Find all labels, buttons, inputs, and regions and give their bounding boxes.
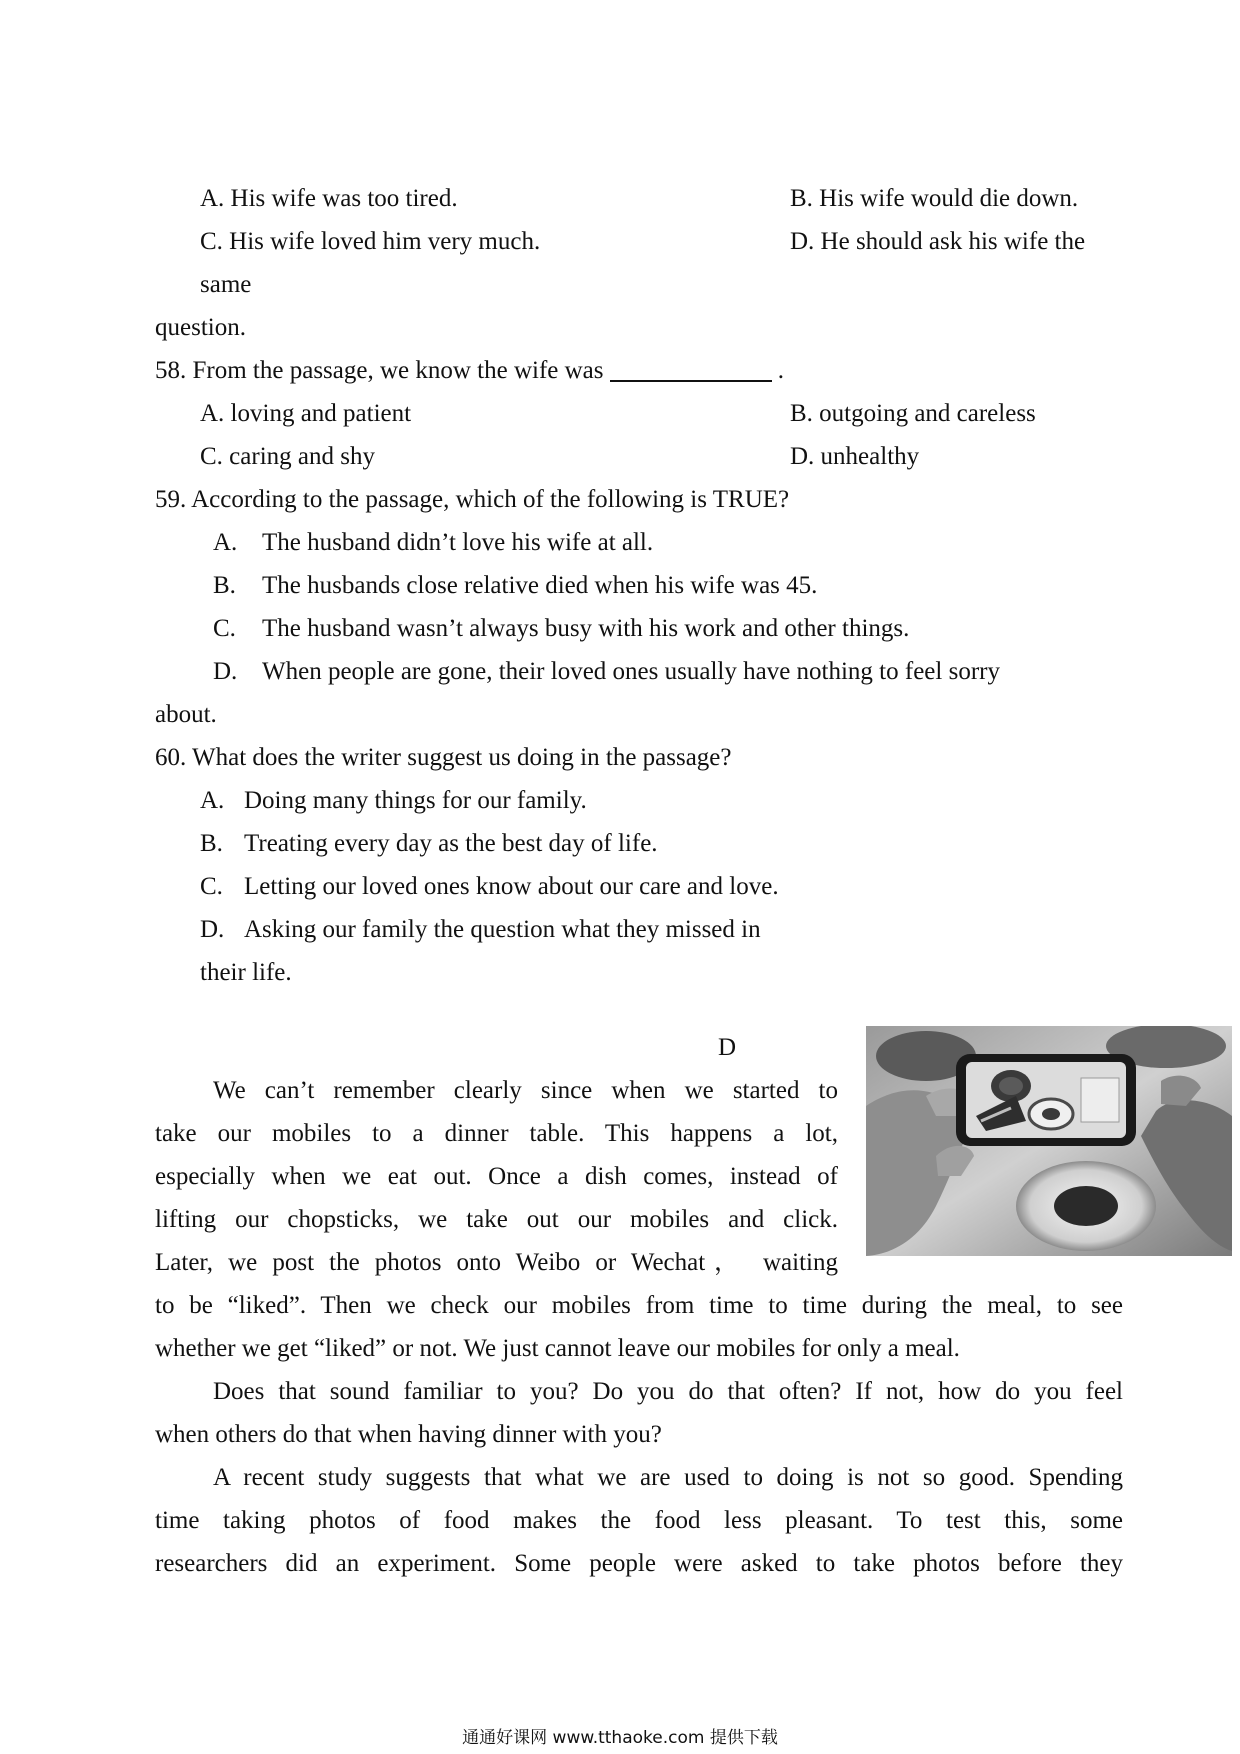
q58-option-a: A. loving and patient xyxy=(200,400,412,427)
q57-option-d: D. He should ask his wife the xyxy=(790,228,1086,255)
q60-option-d-continued: their life. xyxy=(200,959,292,986)
paragraph-line: take our mobiles to a dinner table. This happens a lot, xyxy=(155,1120,838,1147)
paragraph-line: lifting our chopsticks, we take out our mobiles and click. xyxy=(155,1206,838,1233)
q59-option-c xyxy=(213,607,909,650)
option-text: Doing many things for our family. xyxy=(244,787,587,814)
footer-source: 通通好课网 www.tthaoke.com 提供下载 xyxy=(462,1728,778,1748)
option-text: When people are gone, their loved ones usually have nothing to feel sorry xyxy=(262,658,1000,685)
paragraph-line: A recent study suggests that what we are used to doing is not so good. Spending xyxy=(213,1464,1123,1491)
q60-option-c xyxy=(200,865,779,908)
option-letter: A. xyxy=(213,529,238,556)
option-letter: B. xyxy=(213,572,236,599)
q57-option-a: A. His wife was too tired. xyxy=(200,185,458,212)
paragraph-line: especially when we eat out. Once a dish comes, instead of xyxy=(155,1163,838,1190)
q59-option-b xyxy=(213,564,817,607)
q59-option-d-continued: about. xyxy=(155,701,217,728)
option-text: Asking our family the question what they missed in xyxy=(244,916,761,943)
option-text: Letting our loved ones know about our care and love. xyxy=(244,873,779,900)
q60-option-a xyxy=(200,779,587,822)
section-heading: D xyxy=(718,1034,737,1061)
paragraph-line: time taking photos of food makes the food less pleasant. To test this, some xyxy=(155,1507,1123,1534)
q58-option-c: C. caring and shy xyxy=(200,443,375,470)
q57-option-c: C. His wife loved him very much. xyxy=(200,228,541,255)
option-text: Treating every day as the best day of life. xyxy=(244,830,658,857)
paragraph-line: when others do that when having dinner with you? xyxy=(155,1421,662,1448)
option-text: The husband wasn’t always busy with his work and other things. xyxy=(262,615,910,642)
paragraph-line: whether we get “liked” or not. We just cannot leave our mobiles for only a meal. xyxy=(155,1335,960,1362)
paragraph-line: We can’t remember clearly since when we started to xyxy=(213,1077,838,1104)
q59-option-a xyxy=(213,521,653,564)
q58-option-b: B. outgoing and careless xyxy=(790,400,1036,427)
option-letter: B. xyxy=(200,830,223,857)
q57-option-b: B. His wife would die down. xyxy=(790,185,1079,212)
q57-option-d-continued: same xyxy=(200,271,252,298)
option-letter: D. xyxy=(200,916,225,943)
paragraph-line: to be “liked”. Then we check our mobiles from time to time during the meal, to see xyxy=(155,1292,1123,1319)
answer-blank xyxy=(610,352,772,382)
phone-photographing-food-image xyxy=(866,1026,1232,1256)
option-text: The husband didn’t love his wife at all. xyxy=(262,529,654,556)
option-letter: C. xyxy=(213,615,236,642)
q59-option-d xyxy=(213,650,1000,693)
paragraph-line: Does that sound familiar to you? Do you do that often? If not, how do you feel xyxy=(213,1378,1123,1405)
q60-option-b xyxy=(200,822,658,865)
q58-stem xyxy=(155,349,784,392)
q60-stem: 60. What does the writer suggest us doing in the passage? xyxy=(155,744,732,771)
option-letter: D. xyxy=(213,658,238,685)
option-letter: A. xyxy=(200,787,225,814)
paragraph-line: researchers did an experiment. Some people were asked to take photos before they xyxy=(155,1550,1123,1577)
q58-stem-period: . xyxy=(777,357,785,384)
q58-option-d: D. unhealthy xyxy=(790,443,920,470)
paragraph-line: Later, we post the photos onto Weibo or Wechat， waiting xyxy=(155,1249,838,1276)
q59-stem: 59. According to the passage, which of the following is TRUE? xyxy=(155,486,790,513)
option-letter: C. xyxy=(200,873,223,900)
q58-stem-text: 58. From the passage, we know the wife was xyxy=(155,357,604,384)
q57-option-d-continued-2: question. xyxy=(155,314,246,341)
option-text: The husbands close relative died when his wife was 45. xyxy=(262,572,818,599)
q60-option-d xyxy=(200,908,761,951)
